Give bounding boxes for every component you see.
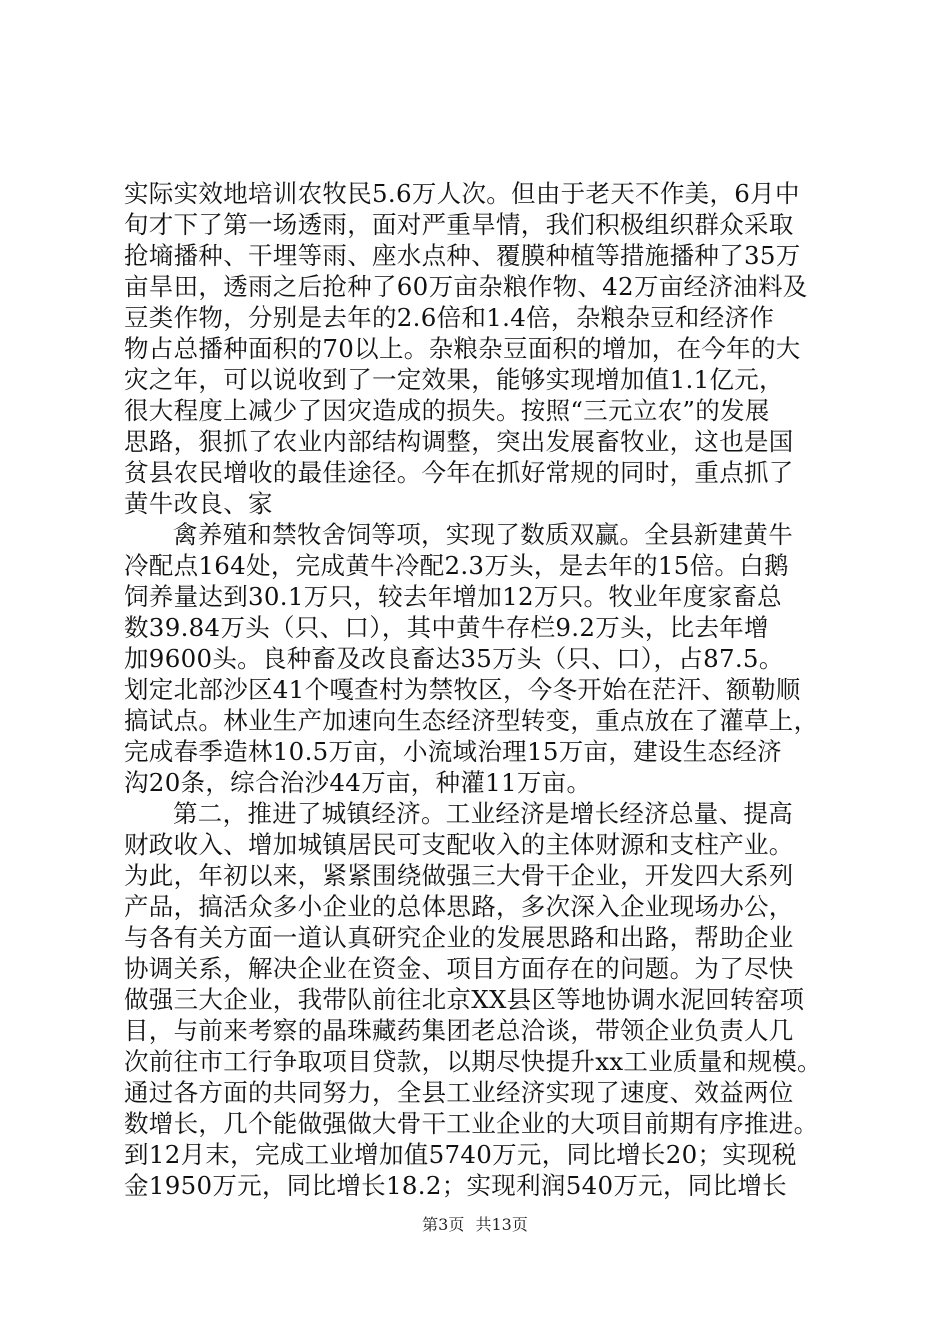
text-line: 豆类作物，分别是去年的2.6倍和1.4倍，杂粮杂豆和经济作 — [124, 303, 775, 332]
text-line: 与各有关方面一道认真研究企业的发展思路和出路，帮助企业 — [124, 923, 794, 952]
text-line: 很大程度上减少了因灾造成的损失。按照“三元立农”的发展 — [124, 396, 770, 425]
text-line: 数39.84万头（只、口），其中黄牛存栏9.2万头，比去年增 — [124, 613, 769, 642]
paragraph-first-line: 禽养殖和禁牧舍饲等项，实现了数质双赢。全县新建黄牛 — [173, 520, 793, 549]
text-line: 贫县农民增收的最佳途径。今年在抓好常规的同时，重点抓了 — [124, 458, 794, 487]
text-line: 数增长，几个能做强做大骨干工业企业的大项目前期有序推进。 — [124, 1109, 819, 1138]
text-line: 到12月末，完成工业增加值5740万元，同比增长20；实现税 — [124, 1140, 797, 1169]
text-line: 亩旱田，透雨之后抢种了60万亩杂粮作物、42万亩经济油料及 — [124, 272, 808, 301]
text-line: 通过各方面的共同努力，全县工业经济实现了速度、效益两位 — [124, 1078, 794, 1107]
paragraph-first-line: 第二，推进了城镇经济。工业经济是增长经济总量、提高 — [173, 799, 793, 828]
text-line: 灾之年，可以说收到了一定效果，能够实现增加值1.1亿元， — [124, 365, 784, 394]
text-line: 财政收入、增加城镇居民可支配收入的主体财源和支柱产业。 — [124, 830, 794, 859]
page-total: 共13页 — [475, 1215, 528, 1234]
text-line: 思路，狠抓了农业内部结构调整，突出发展畜牧业，这也是国 — [124, 427, 794, 456]
text-line: 沟20条，综合治沙44万亩，种灌11万亩。 — [124, 768, 592, 797]
text-line: 金1950万元，同比增长18.2；实现利润540万元，同比增长 — [124, 1171, 787, 1200]
page-footer — [0, 1212, 950, 1235]
text-line: 目，与前来考察的晶珠藏药集团老总洽谈，带领企业负责人几 — [124, 1016, 794, 1045]
page-number: 第3页 — [422, 1215, 465, 1234]
text-line: 划定北部沙区41个嘎查村为禁牧区，今冬开始在茫汗、额勒顺 — [124, 675, 801, 704]
text-line: 旬才下了第一场透雨，面对严重旱情，我们积极组织群众采取 — [124, 210, 794, 239]
text-line: 做强三大企业，我带队前往北京XX县区等地协调水泥回转窑项 — [124, 985, 805, 1014]
text-line: 物占总播种面积的70以上。杂粮杂豆面积的增加，在今年的大 — [124, 334, 801, 363]
text-line: 次前往市工行争取项目贷款，以期尽快提升xx工业质量和规模。 — [124, 1047, 822, 1076]
text-line: 加9600头。良种畜及改良畜达35万头（只、口），占87.5。 — [124, 644, 784, 673]
text-line: 冷配点164处，完成黄牛冷配2.3万头，是去年的15倍。白鹅 — [124, 551, 789, 580]
text-line: 完成春季造林10.5万亩，小流域治理15万亩，建设生态经济 — [124, 737, 782, 766]
text-line: 搞试点。林业生产加速向生态经济型转变，重点放在了灌草上， — [124, 706, 819, 735]
text-line: 为此，年初以来，紧紧围绕做强三大骨干企业，开发四大系列 — [124, 861, 794, 890]
text-line: 协调关系，解决企业在资金、项目方面存在的问题。为了尽快 — [124, 954, 794, 983]
text-line: 饲养量达到30.1万只，较去年增加12万只。牧业年度家畜总 — [124, 582, 782, 611]
text-line: 抢墒播种、干埋等雨、座水点种、覆膜种植等措施播种了35万 — [124, 241, 801, 270]
text-line: 实际实效地培训农牧民5.6万人次。但由于老天不作美，6月中 — [124, 179, 800, 208]
text-line: 产品，搞活众多小企业的总体思路，多次深入企业现场办公， — [124, 892, 794, 921]
text-line: 黄牛改良、家 — [124, 489, 273, 518]
